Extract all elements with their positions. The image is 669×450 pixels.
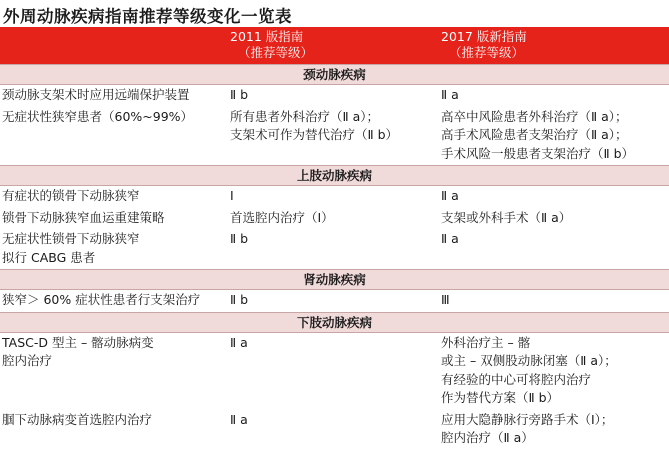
cell-line: 拟行 CABG 患者 — [2, 249, 96, 265]
cell-line: 腘下动脉病变首选腔内治疗 — [2, 411, 153, 427]
table-row — [0, 208, 669, 230]
header-col3-line2: （推荐等级） — [449, 45, 525, 60]
guideline-2011-cell — [228, 290, 439, 313]
cell-line: 有经验的中心可将腔内治疗 — [441, 371, 592, 387]
indication-cell — [0, 107, 228, 166]
cell-line: 高手术风险患者支架治疗（Ⅱ a）； — [441, 127, 628, 142]
header-col2-line1: 2011 版指南 — [230, 29, 304, 44]
cell-line: 支架或外科手术（Ⅱ a） — [441, 209, 572, 225]
cell-line: 首选腔内治疗（Ⅰ） — [230, 209, 334, 225]
cell-line: Ⅰ — [230, 188, 234, 203]
guideline-2017-cell — [439, 208, 669, 230]
indication-cell — [0, 208, 228, 230]
header-col2 — [228, 27, 439, 65]
section-title: 颈动脉疾病 — [0, 65, 669, 85]
cell-line: TASC-D 型主 – 髂动脉病变 — [2, 334, 154, 350]
guideline-2017-cell — [439, 186, 669, 208]
section-header-row — [0, 270, 669, 290]
table-row — [0, 332, 669, 410]
section-header-row — [0, 65, 669, 85]
section-title: 上肢动脉疾病 — [0, 166, 669, 186]
indication-cell — [0, 186, 228, 208]
indication-cell — [0, 410, 228, 450]
indication-cell — [0, 229, 228, 270]
section-title: 下肢动脉疾病 — [0, 312, 669, 332]
cell-line: 高卒中风险患者外科治疗（Ⅱ a）； — [441, 108, 628, 124]
cell-line: Ⅱ a — [441, 231, 459, 246]
section-header-row — [0, 312, 669, 332]
cell-line: 腔内治疗 — [2, 353, 53, 368]
cell-line: 外科治疗主 – 髂 — [441, 334, 531, 350]
cell-line: 狭窄＞ 60% 症状性患者行支架治疗 — [2, 292, 201, 307]
cell-line: Ⅱ b — [230, 292, 249, 307]
cell-line: Ⅱ b — [230, 231, 249, 246]
indication-cell — [0, 85, 228, 107]
guideline-2017-cell — [439, 410, 669, 450]
table-row — [0, 186, 669, 208]
table-title: 外周动脉疾病指南推荐等级变化一览表 — [3, 7, 292, 26]
cell-line: Ⅱ a — [441, 87, 459, 102]
table-body — [0, 65, 669, 450]
guideline-2017-cell — [439, 229, 669, 270]
cell-line: 无症状性锁骨下动脉狭窄 — [2, 231, 140, 246]
guideline-2011-cell — [228, 208, 439, 230]
cell-line: Ⅱ b — [230, 87, 249, 102]
cell-line: 腔内治疗（Ⅱ a） — [441, 430, 534, 445]
guideline-2011-cell — [228, 85, 439, 107]
guideline-2011-cell — [228, 410, 439, 450]
header-col3 — [439, 27, 669, 65]
guideline-2017-cell — [439, 85, 669, 107]
table-row — [0, 229, 669, 270]
guideline-comparison-table — [0, 27, 669, 450]
guideline-2017-cell — [439, 107, 669, 166]
cell-line: Ⅲ — [441, 292, 450, 307]
cell-line: 所有患者外科治疗（Ⅱ a）； — [230, 108, 380, 124]
table-row — [0, 107, 669, 166]
header-col1 — [0, 27, 228, 65]
cell-line: 锁骨下动脉狭窄血运重建策略 — [2, 209, 165, 225]
section-header-row — [0, 166, 669, 186]
cell-line: 有症状的锁骨下动脉狭窄 — [2, 188, 140, 203]
guideline-2017-cell — [439, 290, 669, 313]
cell-line: 应用大隐静脉行旁路手术（Ⅰ）； — [441, 411, 614, 427]
cell-line: Ⅱ a — [230, 411, 248, 427]
cell-line: 或主 – 双侧股动脉闭塞（Ⅱ a）； — [441, 353, 617, 368]
cell-line: 支架术可作为替代治疗（Ⅱ b） — [230, 127, 399, 142]
header-row — [0, 27, 669, 65]
section-title: 肾动脉疾病 — [0, 270, 669, 290]
cell-line: Ⅱ a — [230, 334, 248, 350]
table-row — [0, 290, 669, 313]
indication-cell — [0, 332, 228, 410]
guideline-2011-cell — [228, 107, 439, 166]
cell-line: 手术风险一般患者支架治疗（Ⅱ b） — [441, 145, 635, 161]
guideline-2011-cell — [228, 186, 439, 208]
guideline-2011-cell — [228, 229, 439, 270]
header-col3-line1: 2017 版新指南 — [441, 29, 527, 44]
cell-line: 颈动脉支架术时应用远端保护装置 — [2, 87, 190, 102]
header-col2-line2: （推荐等级） — [238, 45, 314, 60]
table-row — [0, 85, 669, 107]
indication-cell — [0, 290, 228, 313]
cell-line: 作为替代方案（Ⅱ b） — [441, 390, 560, 405]
cell-line: 无症状性狭窄患者（60%~99%） — [2, 108, 194, 124]
table-row — [0, 410, 669, 450]
guideline-2017-cell — [439, 332, 669, 410]
cell-line: Ⅱ a — [441, 188, 459, 203]
guideline-2011-cell — [228, 332, 439, 410]
